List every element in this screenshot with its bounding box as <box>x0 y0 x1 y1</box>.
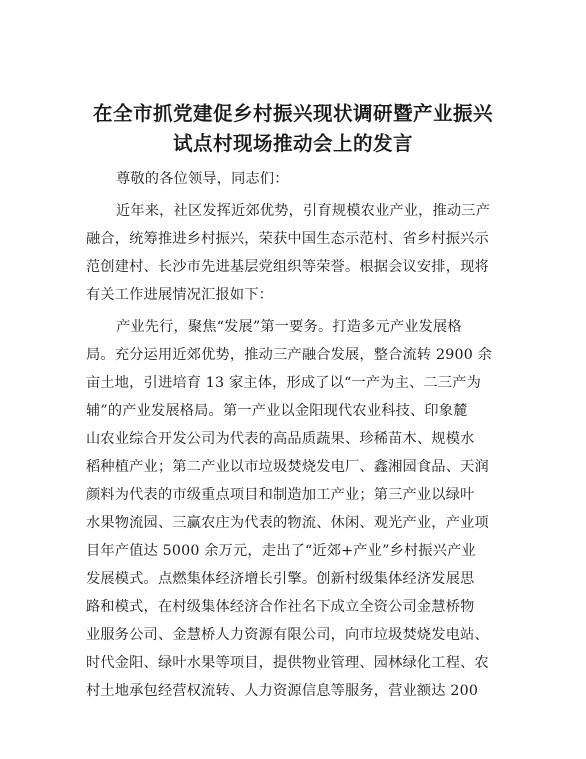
paragraph-2-line: 亩土地，引进培育 13 家主体，形成了以“一产为主、二三产为 <box>86 375 482 391</box>
paragraph-2-line: 路和模式，在村级集体经济合作社名下成立全资公司金慧桥物 <box>86 599 475 615</box>
paragraph-2-line: 村土地承包经营权流转、人力资源信息等服务，营业额达 200 <box>86 683 479 699</box>
paragraph-2-line: 发展模式。点燃集体经济增长引擎。创新村级集体经济发展思 <box>86 571 475 587</box>
paragraph-1-line: 范创建村、长沙市先进基层党组织等荣誉。根据会议安排，现将 <box>86 259 489 275</box>
paragraph-2-line: 山农业综合开发公司为代表的高品质蔬果、珍稀苗木、规模水 <box>86 431 475 447</box>
document-title-line-1: 在全市抓党建促乡村振兴现状调研暨产业振兴 <box>92 102 493 125</box>
paragraph-2-line: 颜料为代表的市级重点项目和制造加工产业；第三产业以绿叶 <box>86 487 475 503</box>
paragraph-1-line: 近年来，社区发挥近郊优势，引育规模农业产业，推动三产 <box>116 203 491 219</box>
paragraph-2-line: 时代金阳、绿叶水果等项目，提供物业管理、园林绿化工程、农 <box>86 655 489 671</box>
document-title-line-2: 试点村现场推动会上的发言 <box>172 132 413 155</box>
paragraph-2-line: 水果物流园、三赢农庄为代表的物流、休闲、观光产业，产业项 <box>86 515 489 531</box>
paragraph-1-line: 融合，统筹推进乡村振兴，荣获中国生态示范村、省乡村振兴示 <box>86 231 489 247</box>
paragraph-2-line: 业服务公司、金慧桥人力资源有限公司，向市垃圾焚烧发电站、 <box>86 627 489 643</box>
paragraph-2-line: 产业先行，聚焦“发展”第一要务。打造多元产业发展格 <box>116 319 462 335</box>
paragraph-1-line: 有关工作进展情况汇报如下： <box>86 287 274 303</box>
paragraph-2-line: 局。充分运用近郊优势，推动三产融合发展，整合流转 2900 余 <box>86 347 493 363</box>
paragraph-2-line: 稻种植产业；第二产业以市垃圾焚烧发电厂、鑫湘园食品、天润 <box>86 459 489 475</box>
paragraph-2-line: 目年产值达 5000 余万元，走出了“近郊+产业”乡村振兴产业 <box>86 543 476 559</box>
paragraph-2-line: 辅”的产业发展格局。第一产业以金阳现代农业科技、印象麓 <box>86 403 468 419</box>
greeting: 尊敬的各位领导，同志们： <box>116 171 289 187</box>
